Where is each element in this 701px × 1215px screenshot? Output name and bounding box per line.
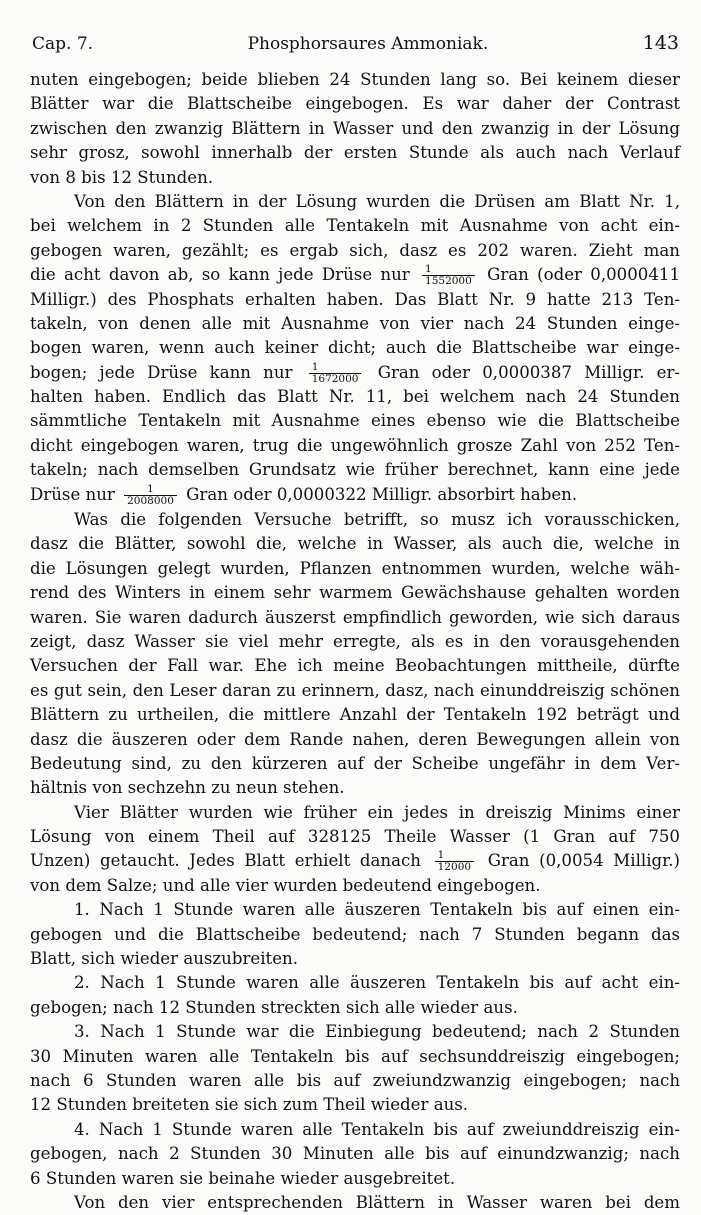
- fraction: [435, 850, 474, 873]
- text-line: halten haben. Endlich das Blatt Nr. 11, bei welchem nach 24 Stunden: [30, 387, 680, 407]
- text-line: Blättern zu urtheilen, die mittlere Anzahl der Tentakeln 192 beträgt und: [30, 705, 680, 725]
- text-line: Versuchen der Fall war. Ehe ich meine Beobachtungen mittheile, dürfte: [30, 656, 680, 676]
- fraction-numerator: 1: [124, 484, 177, 496]
- text-line: [30, 263, 680, 287]
- fraction-denominator: 2008000: [127, 494, 174, 507]
- text-line: 1. Nach 1 Stunde waren alle äuszeren Tentakeln bis auf einen ein-: [74, 900, 680, 920]
- fraction: [309, 362, 362, 385]
- text-line: gebogen und die Blattscheibe bedeutend; nach 7 Stunden begann das: [30, 924, 680, 944]
- text-line: 6 Stunden waren sie beinahe wieder ausgebreitet.: [30, 1168, 456, 1188]
- fraction-denominator: 12000: [437, 861, 472, 874]
- text-line: takeln; nach demselben Grundsatz wie früher berechnet, kann eine jede: [30, 460, 680, 480]
- text-line: 3. Nach 1 Stunde war die Einbiegung bedeutend; nach 2 Stunden: [74, 1022, 680, 1042]
- line-text-before-fraction: Drüse nur: [30, 484, 115, 504]
- page-number: 143: [642, 32, 679, 54]
- running-header: [32, 32, 679, 60]
- text-line: [30, 361, 680, 385]
- text-line: Vier Blätter wurden wie früher ein jedes in dreiszig Minims einer: [74, 802, 680, 822]
- text-line: gebogen, nach 2 Stunden 30 Minuten alle bis auf einundzwanzig; nach: [30, 1144, 680, 1164]
- text-line: bei welchem in 2 Stunden alle Tentakeln mit Ausnahme von acht ein-: [30, 216, 680, 236]
- text-line: 30 Minuten waren alle Tentakeln bis auf sechsunddreiszig eingebogen;: [30, 1046, 680, 1066]
- text-line: 12 Stunden breiteten sie sich zum Theil wieder aus.: [30, 1095, 469, 1115]
- text-line: von 8 bis 12 Stunden.: [30, 167, 214, 187]
- text-line: [30, 483, 680, 507]
- line-text-before-fraction: die acht davon ab, so kann jede Drüse nur: [30, 265, 410, 285]
- text-line: gebogen waren, gezählt; es ergab sich, dasz es 202 waren. Zieht man: [30, 240, 680, 260]
- text-line: Von den vier entsprechenden Blättern in Wasser waren bei dem: [74, 1192, 680, 1212]
- line-text-before-fraction: bogen; jede Drüse kann nur: [30, 362, 293, 382]
- text-line: sehr grosz, sowohl innerhalb der ersten Stunde als auch nach Verlauf: [30, 143, 680, 163]
- text-line: takeln, von denen alle mit Ausnahme von vier nach 24 Stunden einge-: [30, 313, 680, 333]
- text-line: [30, 849, 680, 873]
- text-line: Von den Blättern in der Lösung wurden die Drüsen am Blatt Nr. 1,: [74, 191, 680, 211]
- text-block-2: [30, 508, 680, 1215]
- text-line: Was die folgenden Versuche betrifft, so musz ich vorausschicken,: [74, 510, 680, 529]
- line-text-after-fraction: Gran (oder 0,0000411: [487, 265, 681, 285]
- text-line: von dem Salze; und alle vier wurden bedeutend eingebogen.: [30, 875, 541, 895]
- text-line: 2. Nach 1 Stunde waren alle äuszeren Tentakeln bis auf acht ein-: [74, 973, 680, 993]
- text-line: rend des Winters in einem sehr warmem Gewächshause gehalten worden: [30, 583, 680, 603]
- text-line: es gut sein, den Leser daran zu erinnern, dasz, nach einunddreiszig schönen: [30, 680, 680, 700]
- text-line: zwischen den zwanzig Blättern in Wasser und den zwanzig in der Lösung: [30, 118, 680, 138]
- text-line: waren. Sie waren dadurch äuszerst empfindlich geworden, wie sich daraus: [30, 607, 680, 627]
- chapter-label: Cap. 7.: [32, 34, 94, 54]
- fraction-denominator: 1552000: [425, 275, 472, 288]
- text-line: gebogen; nach 12 Stunden streckten sich alle wieder aus.: [30, 997, 518, 1017]
- line-text-after-fraction: Gran (0,0054 Milligr.): [487, 851, 681, 871]
- text-line: die Lösungen gelegt wurden, Pflanzen entnommen wurden, welche wäh-: [30, 558, 680, 578]
- text-line: Milligr.) des Phosphats erhalten haben. Das Blatt Nr. 9 hatte 213 Ten-: [30, 289, 680, 309]
- text-line: Lösung von einem Theil auf 328125 Theile Wasser (1 Gran auf 750: [30, 827, 680, 847]
- text-line: dasz die äuszeren oder dem Rande nahen, deren Bewegungen allein von: [30, 729, 680, 749]
- text-line: Blatt, sich wieder auszubreiten.: [30, 949, 298, 969]
- text-line: dicht eingebogen waren, trug die ungewöhnlich grosze Zahl von 252 Ten-: [30, 435, 680, 455]
- line-text-after-fraction: Gran oder 0,0000322 Milligr. absorbirt haben.: [186, 484, 578, 504]
- fraction-numerator: 1: [435, 850, 474, 862]
- fraction-numerator: 1: [309, 362, 362, 374]
- text-line: nach 6 Stunden waren alle bis auf zweiundzwanzig eingebogen; nach: [30, 1070, 680, 1090]
- fraction: [124, 484, 177, 507]
- fraction-numerator: 1: [422, 264, 475, 276]
- line-text-after-fraction: Gran oder 0,0000387 Milligr. er-: [377, 362, 680, 382]
- text-line: 4. Nach 1 Stunde waren alle Tentakeln bis auf zweiunddreiszig ein-: [74, 1119, 680, 1139]
- text-line: dasz die Blätter, sowohl die, welche in Wasser, als auch die, welche in: [30, 534, 680, 554]
- text-line: sämmtliche Tentakeln mit Ausnahme eines ebenso wie die Blattscheibe: [30, 411, 680, 431]
- text-line: Blätter war die Blattscheibe eingebogen. Es war daher der Contrast: [30, 94, 680, 114]
- text-line: bogen waren, wenn auch keiner dicht; auch die Blattscheibe war einge-: [30, 338, 680, 358]
- running-title: Phosphorsaures Ammoniak.: [247, 34, 489, 54]
- fraction: [422, 264, 475, 287]
- text-line: nuten eingebogen; beide blieben 24 Stunden lang so. Bei keinem dieser: [30, 70, 680, 89]
- text-line: zeigt, dasz Wasser sie viel mehr erregte, als es in den vorausgehenden: [30, 631, 680, 651]
- text-block-1: [30, 68, 680, 507]
- text-line: Bedeutung sind, zu den kürzeren auf der Scheibe ungefähr in dem Ver-: [30, 753, 680, 773]
- text-line: hältnis von sechzehn zu neun stehen.: [30, 778, 345, 798]
- fraction-denominator: 1672000: [311, 372, 359, 385]
- line-text-before-fraction: Unzen) getaucht. Jedes Blatt erhielt danach: [30, 851, 421, 871]
